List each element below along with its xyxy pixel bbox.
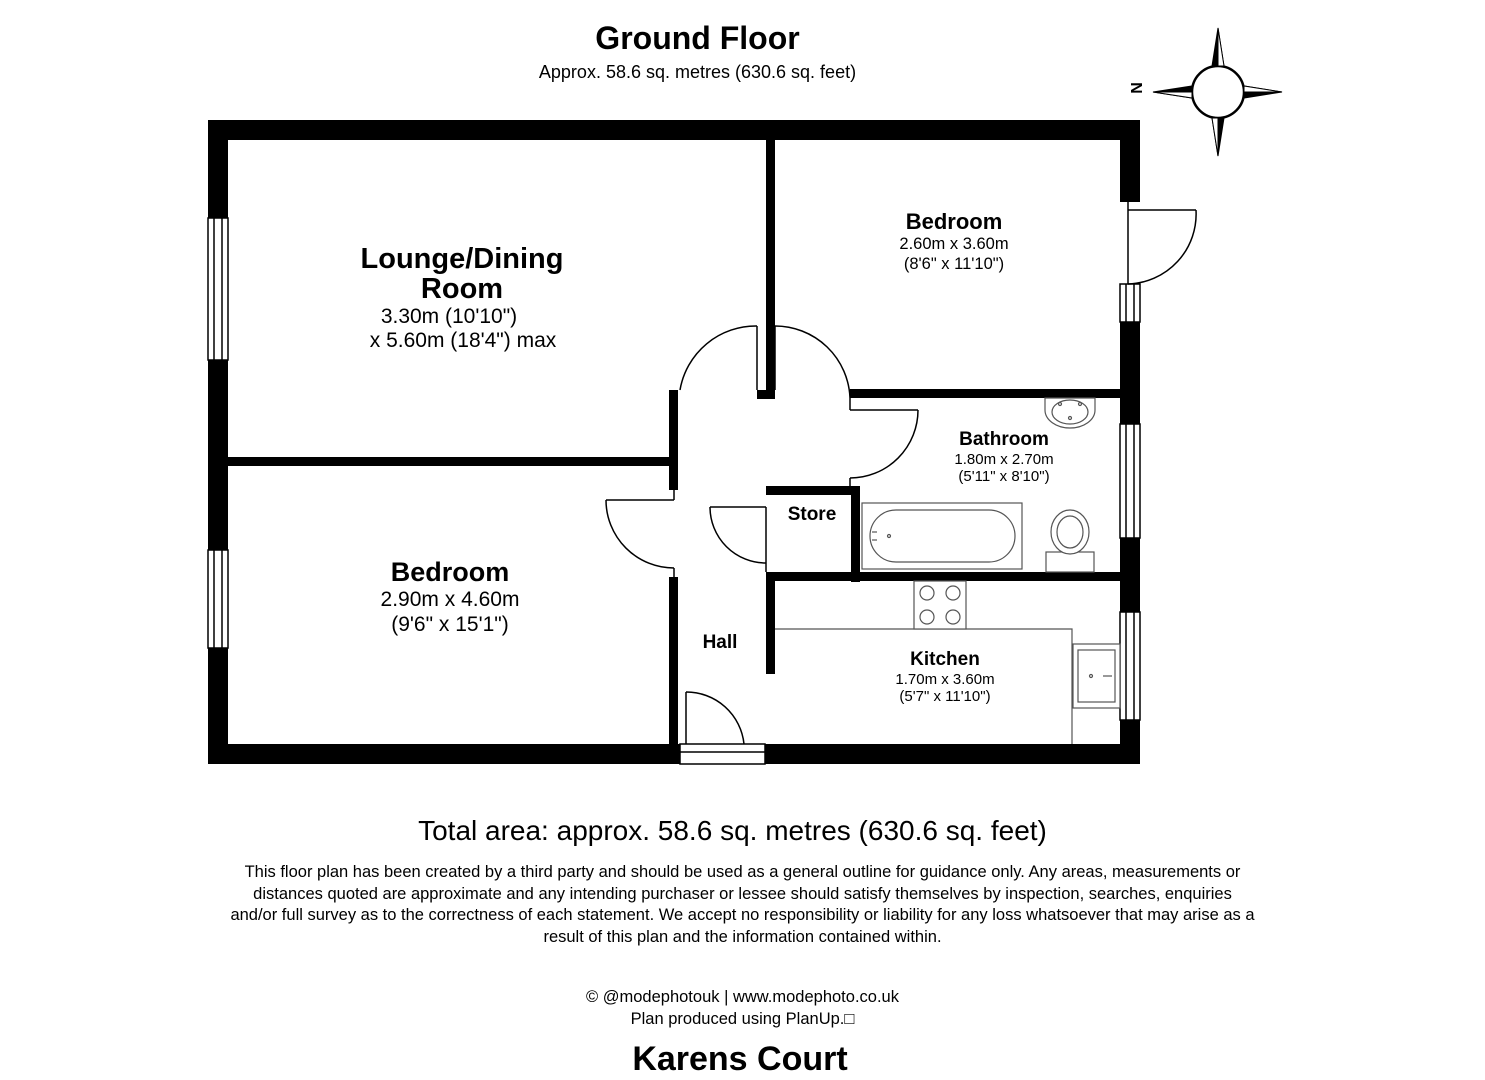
kitchen-dims: 1.70m x 3.60m <box>895 671 995 688</box>
floor-area-text: Approx. 58.6 sq. metres (630.6 sq. feet) <box>538 62 857 82</box>
bedroom-bottom-name: Bedroom <box>390 557 510 587</box>
credit-line: © @modephotouk | www.modephoto.co.uk <box>586 988 899 1006</box>
bedroom-bottom-dims: 2.90m x 4.60m <box>380 588 520 611</box>
bedroom-top-dims-imperial: (8'6" x 11'10") <box>903 255 1005 273</box>
compass-north-label: N <box>1129 82 1147 94</box>
store-name: Store <box>787 504 837 525</box>
disclaimer-text: This floor plan has been created by a third party and should be used as a general outline for guidance only. Any areas, measurements or distances quoted are approximate and any intending purchaser or lessee should satisfy themselves by inspection, searches, enquiries and/or full survey as to the correctness of each statement. We accept no responsibility or liability for any loss whatsoever that may arise as a result of this plan and the information contained within. <box>230 863 1255 946</box>
bathroom-name: Bathroom <box>959 429 1049 450</box>
lounge-dims-2: x 5.60m (18'4") max <box>369 329 557 352</box>
total-area-text: Total area: approx. 58.6 sq. metres (630.6 sq. feet) <box>418 815 1047 846</box>
bedroom-bottom-dims-imperial: (9'6" x 15'1") <box>391 613 509 636</box>
plan-credit-line: Plan produced using PlanUp.□ <box>630 1010 855 1028</box>
floor-title: Ground Floor <box>595 20 800 56</box>
compass-icon <box>1129 28 1282 156</box>
lounge-name: Lounge/Dining <box>360 243 564 275</box>
hall-name: Hall <box>702 632 738 653</box>
bathroom-fixtures <box>862 398 1095 572</box>
bedroom-top-dims: 2.60m x 3.60m <box>899 235 1009 253</box>
lounge-name-2: Room <box>420 273 504 305</box>
kitchen-name: Kitchen <box>910 649 980 670</box>
bathroom-dims: 1.80m x 2.70m <box>954 451 1054 468</box>
lounge-dims: 3.30m (10'10") <box>380 305 518 328</box>
bedroom-top-name: Bedroom <box>905 209 1003 234</box>
kitchen-dims-imperial: (5'7" x 11'10") <box>899 688 991 705</box>
bathroom-dims-imperial: (5'11" x 8'10") <box>958 468 1050 485</box>
property-name: Karens Court <box>632 1040 848 1078</box>
